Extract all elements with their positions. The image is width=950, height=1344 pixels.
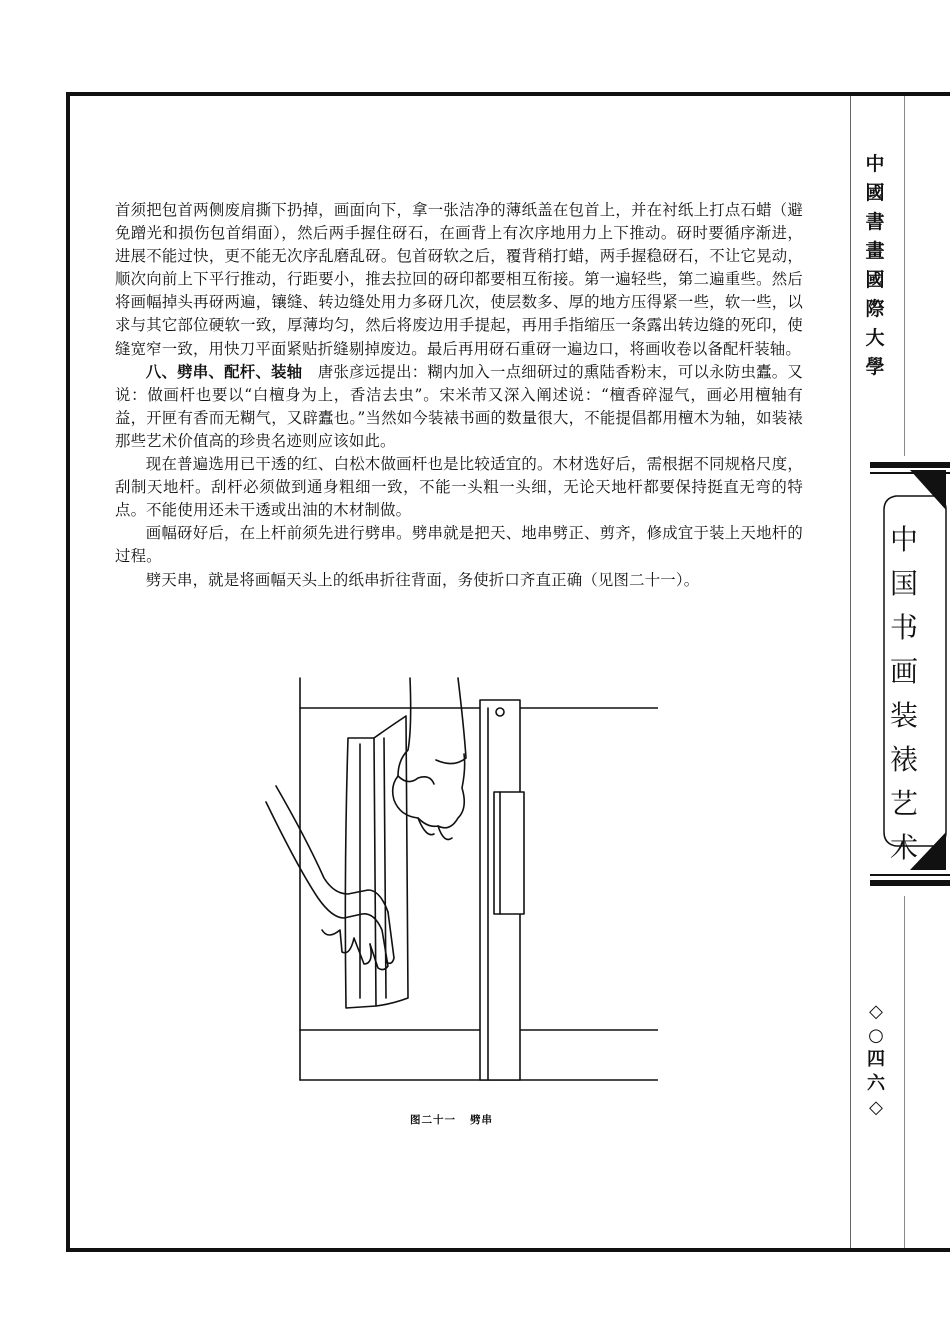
page-number-ornament: ◇	[869, 1097, 883, 1118]
series-title-char: 國	[865, 182, 885, 204]
figure-illustration	[258, 668, 658, 1088]
book-title-bar-bottom-thin	[870, 874, 950, 876]
paragraph-2-text: 唐张彦远提出：糊内加入一点细研过的熏陆香粉末，可以永防虫蠹。又说：做画杆也要以“白檀身为上，香洁去虫”。宋米芾又深入阐述说：“檀香碎湿气，画必用檀轴有益，开匣有香而无糊气，又辟蠹也。”当然如今装裱书画的数量很大，不能提倡都用檀木为轴，如装裱那些艺术价值高的珍贵名迹则应该如此。	[115, 362, 803, 450]
frame-left-rule	[66, 92, 70, 1252]
page-number-digit: ○	[868, 1025, 884, 1046]
figure-number: 图二十一	[410, 1114, 456, 1126]
figure-title: 劈串	[470, 1114, 493, 1126]
book-title-char: 艺	[889, 787, 918, 820]
book-title-char: 术	[889, 831, 918, 864]
paragraph-4: 画幅砑好后，在上杆前须先进行劈串。劈串就是把天、地串劈正、剪齐，修成宜于装上天地杆的过程。	[115, 524, 803, 566]
series-title-char: 際	[865, 298, 885, 320]
book-title-bar-bottom	[870, 880, 950, 886]
book-title-bar-top	[870, 462, 950, 468]
section-heading: 八、劈串、配杆、装轴	[145, 362, 303, 381]
book-title-char: 国	[889, 567, 918, 600]
body-text	[115, 199, 803, 592]
paragraph-1: 首须把包首两侧废肩撕下扔掉，画面向下，拿一张洁净的薄纸盖在包首上，并在衬纸上打点石蜡（避免蹭光和损伤包首绢面），然后两手握住砑石，在画背上有次序地用力上下推动。砑时要循序渐进，进展不能过快，更不能无次序乱磨乱砑。包首砑软之后，覆背稍打蜡，两手握稳砑石，不让它晃动，顺次向前上下平行推动，行距要小，推去拉回的砑印都要相互衔接。第一遍轻些，第二遍重些。然后将画幅掉头再砑两遍，镶缝、转边缝处用力多砑几次，使层数多、厚的地方压得紧一些，软一些，以求与其它部位硬软一致，厚薄均匀，然后将废边用手提起，再用手指缩压一条露出转边缝的死印，使缝宽窄一致，用快刀平面紧贴折缝剔掉废边。最后再用砑石重砑一遍边口，将画收卷以备配杆装轴。	[115, 201, 803, 358]
book-title-char: 中	[889, 523, 918, 556]
page-number-digit: 四	[867, 1049, 885, 1070]
book-title-char: 画	[889, 655, 918, 688]
series-title-char: 書	[865, 211, 885, 233]
paragraph-5: 劈天串，就是将画幅天头上的纸串折往背面，务使折口齐直正确（见图二十一）。	[145, 570, 700, 589]
sidebar-inner-rule-bottom	[904, 896, 905, 1248]
series-title-char: 學	[865, 356, 885, 378]
page-number-ornament: ◇	[869, 1001, 883, 1022]
paragraph-3: 现在普遍选用已干透的红、白松木做画杆也是比较适宜的。木材选好后，需根据不同规格尺度，刮制天地杆。刮杆必须做到通身粗细一致，不能一头粗一头细，无论天地杆都要保持挺直无弯的特点。不能使用还未干透或出油的木材制做。	[115, 455, 803, 520]
figure-caption	[410, 1112, 493, 1127]
sidebar-divider	[850, 96, 851, 1248]
series-title-char: 畫	[865, 240, 885, 262]
series-title	[860, 150, 890, 382]
book-title	[884, 518, 924, 870]
sidebar-inner-rule-top	[904, 96, 905, 456]
series-title-char: 中	[865, 153, 885, 175]
frame-bottom-rule	[66, 1248, 950, 1252]
book-title-char: 装	[889, 699, 918, 732]
book-title-char: 书	[889, 611, 918, 644]
page-number	[862, 1000, 890, 1120]
frame-top-rule	[66, 92, 950, 96]
page-number-digit: 六	[867, 1073, 885, 1094]
series-title-char: 大	[865, 327, 885, 349]
series-title-char: 國	[865, 269, 885, 291]
paragraph-2	[115, 361, 803, 453]
book-title-char: 裱	[889, 743, 918, 776]
